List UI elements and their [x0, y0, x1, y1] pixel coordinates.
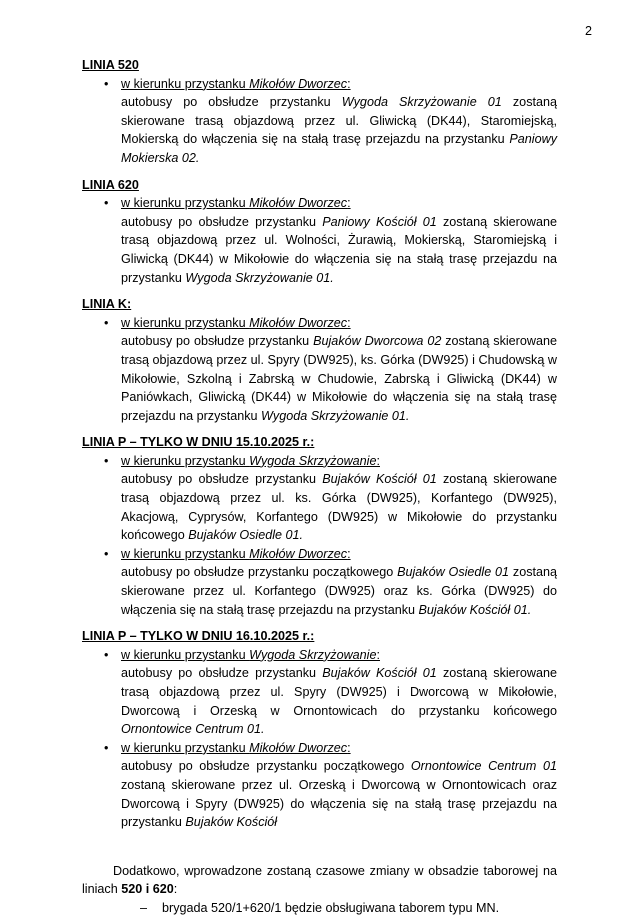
sections [82, 56, 557, 832]
section-heading: LINIA P – TYLKO W DNIU 16.10.2025 r.: [82, 629, 315, 644]
body-paragraph [121, 213, 557, 287]
text-segment: autobusy po obsłudze przystanku [121, 666, 323, 681]
line-section [82, 176, 557, 288]
text-segment: Bujaków Osiedle 01 [397, 565, 510, 580]
text-segment: autobusy po obsłudze przystanku [121, 472, 323, 487]
text-segment: w kierunku przystanku [121, 740, 250, 755]
text-segment: autobusy po obsłudze przystanku [121, 334, 314, 349]
text-segment: : [347, 546, 351, 561]
direction-line [121, 452, 557, 471]
bullet-item [82, 314, 557, 426]
text-segment: Ornontowice Centrum 01. [121, 722, 265, 737]
direction-line [121, 75, 557, 94]
text-segment: autobusy po obsłudze przystanku [121, 214, 323, 229]
bullet-icon: • [104, 315, 109, 330]
line-section [82, 56, 557, 168]
text-segment: Dodatkowo, wprowadzone zostaną czasowe zmiany w obsadzie taborowej na liniach [82, 863, 557, 897]
text-segment: Bujaków Dworcowa 02 [313, 334, 442, 349]
bullet-item [82, 646, 557, 739]
text-segment: zostaną skierowane trasą objazdową przez ul. Spyry (DW925), ks. Górka (DW925) i Chudowską w Mikołowie, Szkolną i Zabrską w Chudowie, Zabrską i Gliwicką (DK44) w Paniówkach, Gliwicką (DK44) w Mikołowie do włączenia się na stałą trasę przejazdu na przystanku [121, 334, 557, 423]
text-segment: Wygoda Skrzyżowanie 01. [185, 270, 334, 285]
text-segment: Wygoda Skrzyżowanie [249, 453, 377, 468]
direction-line [121, 739, 557, 758]
text-segment: Mikołów Dworzec [249, 76, 348, 91]
text-segment: Bujaków Kościół 01 [322, 666, 437, 681]
body-paragraph [121, 470, 557, 544]
text-segment: zostaną skierowane trasą objazdową przez ul. Wolności, Żurawią, Mokierską, Staromiejską i Gliwicką (DK44) w Mikołowie do włączenia się na stałą trasę przejazdu na przystanku [121, 214, 557, 285]
bullet-item [82, 75, 557, 168]
text-segment: Mikołów Dworzec [249, 740, 348, 755]
footer-paragraph [82, 862, 557, 899]
text-segment: Mikołów Dworzec [249, 546, 348, 561]
text-segment: w kierunku przystanku [121, 196, 250, 211]
bullet-icon: • [104, 453, 109, 468]
body-paragraph [121, 93, 557, 167]
text-segment: : [376, 647, 380, 662]
direction-line [121, 314, 557, 333]
direction-line [121, 646, 557, 665]
text-segment: zostaną skierowane przez ul. Korfantego (DW925) oraz ks. Górka (DW925) do włączenia się na stałą trasę przejazdu na przystanku [121, 565, 558, 617]
direction-line [121, 545, 557, 564]
text-segment: : [347, 196, 351, 211]
body-paragraph [121, 757, 557, 831]
text-segment: Mikołów Dworzec [249, 315, 348, 330]
text-segment: zostaną skierowane trasą objazdową przez ul. ks. Górka (DW925), Korfantego (DW925), Akacjową, Cyprysów, Korfantego (DW925) w Mikołowie do przystanku końcowego [121, 472, 557, 543]
text-segment: w kierunku przystanku [121, 453, 250, 468]
text-segment: Mikołów Dworzec [249, 196, 348, 211]
bullet-item [82, 452, 557, 545]
body-paragraph [121, 664, 557, 738]
text-segment: Paniowy Kościół 01 [322, 214, 437, 229]
bullet-item [82, 739, 557, 832]
bullet-icon: • [104, 647, 109, 662]
text-segment: autobusy po obsłudze przystanku [121, 95, 342, 110]
fleet-change-text: brygada 520/1+620/1 będzie obsługiwana taborem typu MN. [162, 900, 500, 915]
text-segment: w kierunku przystanku [121, 315, 250, 330]
text-segment: zostaną skierowane trasą objazdową przez ul. Spyry (DW925) i Dworcową w Mikołowie, Dworcową i Orzeską w Ornontowicach do przystanku końcowego [121, 666, 557, 718]
line-section [82, 433, 557, 619]
body-paragraph [121, 563, 557, 619]
direction-line [121, 194, 557, 213]
text-segment: : [347, 76, 351, 91]
text-segment: : [347, 740, 351, 755]
text-segment: autobusy po obsłudze przystanku początkowego [121, 565, 398, 580]
line-section [82, 627, 557, 832]
text-segment: Wygoda Skrzyżowanie 01. [261, 408, 410, 423]
page-number: 2 [585, 24, 593, 38]
body-paragraph [121, 332, 557, 425]
fleet-change-item [82, 899, 557, 918]
bullet-icon: • [104, 546, 109, 561]
text-segment: Bujaków Kościół 01 [322, 472, 437, 487]
document-content [82, 56, 557, 918]
text-segment: Bujaków Kościół [185, 815, 278, 830]
text-segment: w kierunku przystanku [121, 647, 250, 662]
text-segment: : [347, 315, 351, 330]
bullet-icon: • [104, 196, 109, 211]
text-segment: Paniowy Mokierska 02. [121, 132, 557, 165]
bullet-item [82, 545, 557, 619]
section-heading: LINIA 520 [82, 58, 139, 72]
text-segment: : [376, 453, 380, 468]
text-segment: Bujaków Osiedle 01. [188, 528, 304, 543]
text-segment: : [173, 882, 178, 897]
text-segment: autobusy po obsłudze przystanku początkowego [121, 759, 411, 774]
text-segment: Bujaków Kościół 01. [418, 602, 532, 617]
bullet-icon: • [104, 76, 109, 91]
text-segment: 520 i 620 [121, 882, 174, 897]
text-segment: Ornontowice Centrum 01 [410, 759, 557, 774]
text-segment: w kierunku przystanku [121, 76, 250, 91]
dash-marker-icon: – [140, 900, 148, 915]
bullet-item [82, 194, 557, 287]
text-segment: zostaną skierowane trasą objazdową przez ul. Gliwicką (DK44), Staromiejską, Mokierską do włączenia się na stałą trasę przejazdu na przystanku [121, 95, 557, 147]
line-section [82, 295, 557, 425]
text-segment: Wygoda Skrzyżowanie 01 [341, 95, 502, 110]
text-segment: Wygoda Skrzyżowanie [249, 647, 377, 662]
section-heading: LINIA 620 [82, 177, 139, 192]
section-heading: LINIA K: [82, 297, 132, 312]
text-segment: zostaną skierowane przez ul. Orzeską i Dworcową w Ornontowicach oraz Dworcową i Spyry (DW925) do włączenia się na stałą trasę przejazdu na przystanku [121, 777, 557, 830]
bullet-icon: • [104, 740, 109, 755]
section-heading: LINIA P – TYLKO W DNIU 15.10.2025 r.: [82, 435, 315, 450]
text-segment: w kierunku przystanku [121, 546, 250, 561]
